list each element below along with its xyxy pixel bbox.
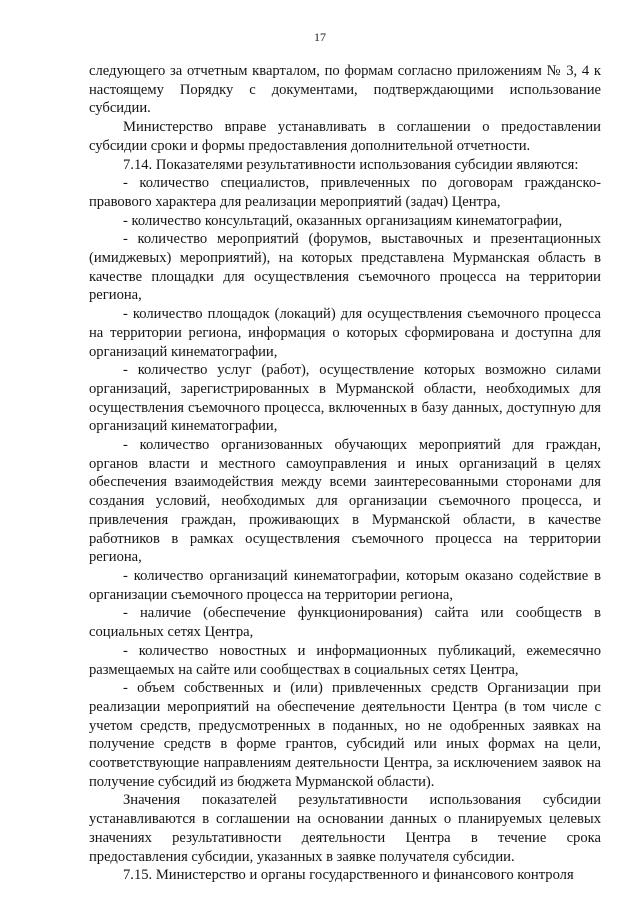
paragraph-indicator-values: Значения показателей результативности использования субсидии устанавливаются в соглашении на основании данных о планируемых целевых значениях результативности деятельности Центра в течение срока предоставления субсидии, указанных в заявке получателя субсидии. <box>89 792 601 865</box>
list-item-training-events: - количество организованных обучающих мероприятий для граждан, органов власти и местного самоуправления и иных организаций в целях обеспечения взаимодействия между всеми заинтересованными сторонами для создания условий, необходимых для организации съемочного процесса, и привлечения граждан, проживающих в Мурманской области, в качестве работников в рамках осуществления съемочного процесса на территории региона, <box>89 437 601 566</box>
page-number: 17 <box>314 30 326 44</box>
list-item-film-organizations: - количество организаций кинематографии, которым оказано содействие в организации съемочного процесса на территории региона, <box>89 567 601 603</box>
list-item-specialists: - количество специалистов, привлеченных по договорам гражданско-правового характера для реализации мероприятий (задач) Центра, <box>89 175 601 210</box>
list-item-locations: - количество площадок (локаций) для осуществления съемочного процесса на территории региона, информация о которых сформирована и доступна для организаций кинематографии, <box>89 306 601 360</box>
list-item-consultations: - количество консультаций, оказанных организациям кинематографии, <box>123 212 563 229</box>
document-body <box>89 62 601 885</box>
paragraph-section-7-15: 7.15. Министерство и органы государственного и финансового контроля <box>123 867 574 884</box>
paragraph-section-7-14: 7.14. Показателями результативности использования субсидии являются: <box>123 156 579 173</box>
paragraph-continuation: следующего за отчетным кварталом, по формам согласно приложениям № 3, 4 к настоящему Порядку с документами, подтверждающими использование субсидии. <box>89 63 601 117</box>
list-item-services: - количество услуг (работ), осуществление которых возможно силами организаций, зарегистрированных в Мурманской области, необходимых для осуществления съемочного процесса, включенных в базу данных, доступную для организаций кинематографии, <box>89 362 601 435</box>
paragraph-additional-reporting: Министерство вправе устанавливать в соглашении о предоставлении субсидии сроки и формы предоставления дополнительной отчетности. <box>89 119 601 154</box>
list-item-publications: - количество новостных и информационных публикаций, ежемесячно размещаемых на сайте или сообществах в социальных сетях Центра, <box>89 642 601 678</box>
list-item-website: - наличие (обеспечение функционирования) сайта или сообществ в социальных сетях Центра, <box>89 605 601 641</box>
list-item-funds: - объем собственных и (или) привлеченных средств Организации при реализации мероприятий на обеспечение деятельности Центра (в том числе с учетом средств, предусмотренных в поданных, но не одобренных заявках на получение средств в форме грантов, субсидий или иных формах на цели, соответствующие направлениям деятельности Центра, за исключением заявок на получение субсидий из бюджета Мурманской области). <box>89 680 601 790</box>
list-item-events: - количество мероприятий (форумов, выставочных и презентационных (имиджевых) мероприятий), на которых представлена Мурманская область в качестве площадки для осуществления съемочного процесса на территории региона, <box>89 231 601 304</box>
